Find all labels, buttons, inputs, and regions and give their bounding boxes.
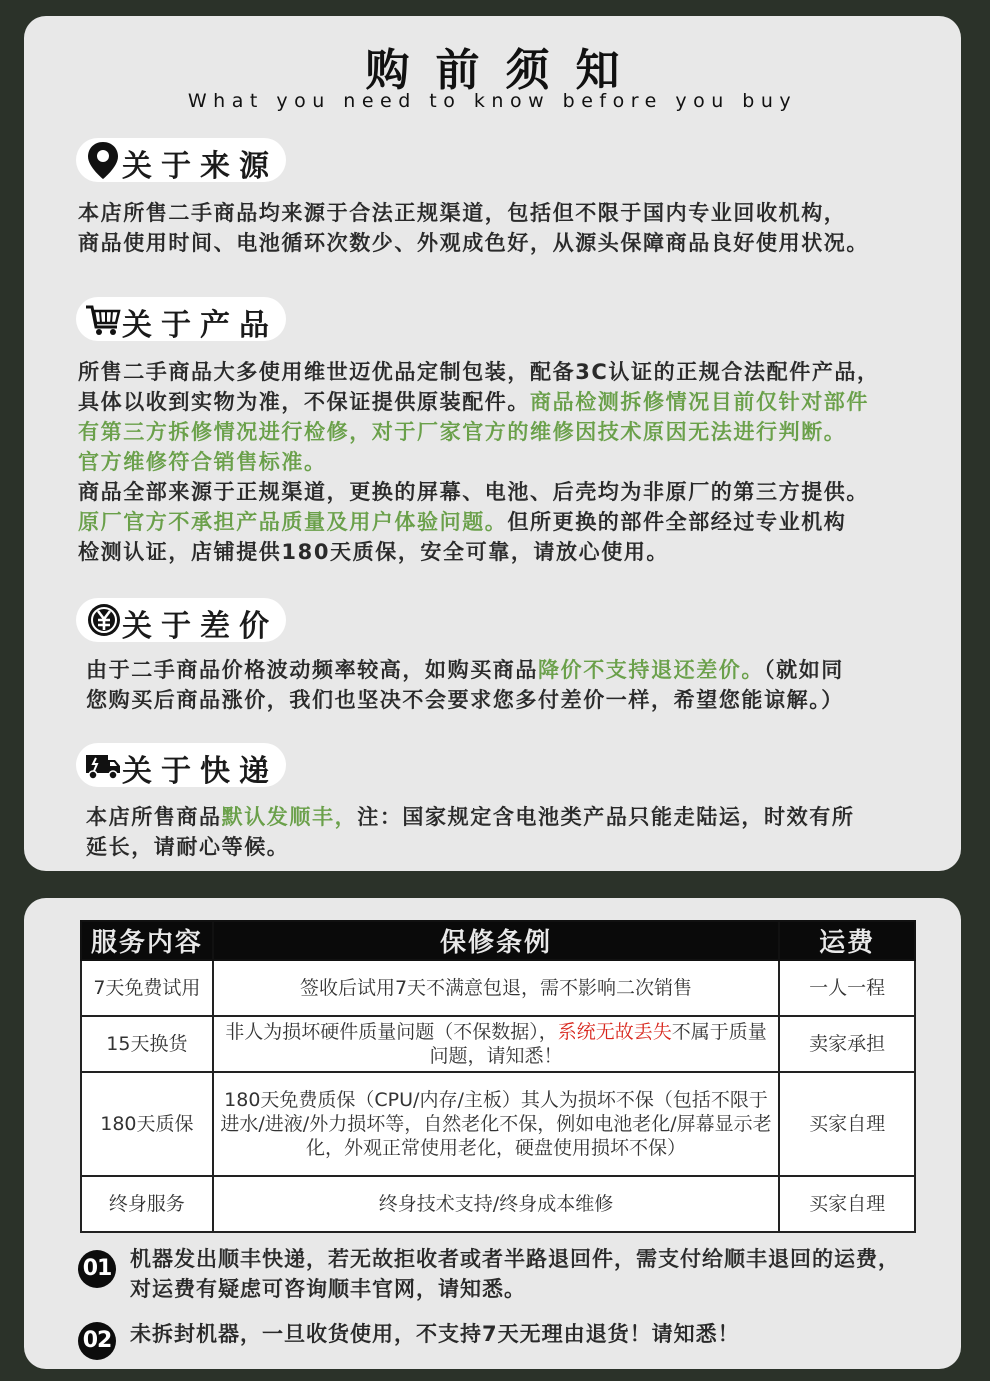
text-segment: 终身技术支持/终身成本维修 <box>378 1193 614 1215</box>
column-header-fee: 运费 <box>779 921 915 960</box>
section-heading-label: 关于快递 <box>122 754 278 789</box>
purchase-notice-card <box>24 16 961 871</box>
text-segment: 于进水/进液/外力损坏等，自然老化不保，例如电池老化/屏幕 <box>220 1089 768 1135</box>
text-segment: 但所更换的部件全部经过专业机构 <box>507 510 847 534</box>
text-line <box>379 1193 613 1215</box>
text-line <box>86 685 956 715</box>
text-line <box>78 387 948 417</box>
service-terms-card <box>24 898 961 1369</box>
text-segment: 不属于 <box>671 1021 729 1043</box>
section-heading-delivery <box>76 743 286 787</box>
text-line <box>86 832 956 862</box>
text-segment: 所售二手商品大多使用维世迈优品定制包装，配备3C认证的正规合法配件产品， <box>78 360 880 384</box>
text-line <box>86 802 956 832</box>
highlighted-text: 官方维修符合销售标准。 <box>78 450 327 474</box>
text-segment: 商品全部来源于正规渠道，更换的屏幕、电池、后壳均为非原厂的第三方提供。 <box>78 480 869 504</box>
text-line <box>224 1089 749 1111</box>
location-pin-icon <box>84 140 122 180</box>
section-heading-label: 关于产品 <box>122 308 278 343</box>
service-cell: 180天质保 <box>81 1072 213 1176</box>
fee-cell: 买家自理 <box>779 1176 915 1232</box>
service-table <box>80 920 916 1233</box>
table-row <box>81 1016 915 1072</box>
text-line <box>78 228 948 258</box>
service-cell: 15天换货 <box>81 1016 213 1072</box>
highlighted-text: 商品检测拆修情况目前仅针对部件 <box>530 390 869 414</box>
text-segment: 商品使用时间、电池循环次数少、外观成色好，从源头保障商品良好使用状况。 <box>78 231 869 255</box>
text-segment: 显示老化，外观正常使用老化，硬盘使用损坏不保） <box>306 1113 772 1159</box>
terms-cell <box>213 1072 780 1176</box>
service-cell: 7天免费试用 <box>81 960 213 1016</box>
text-segment: 质量问题，请知悉！ <box>429 1021 767 1067</box>
text-segment: 非人为损坏硬件质量问题（不保数据）， <box>225 1021 558 1043</box>
text-segment: 180天免费质保（CPU/内存/主板）其人为损坏不保（包括不限 <box>224 1089 749 1111</box>
text-line <box>78 447 948 477</box>
text-line <box>86 655 956 685</box>
text-segment: 由于二手商品价格波动频率较高，如购买商品 <box>86 658 538 682</box>
table-row <box>81 1176 915 1232</box>
yen-coin-icon <box>84 600 122 640</box>
text-segment: 您购买后商品涨价，我们也坚决不会要求您多付差价一样，希望您能谅解。） <box>86 688 844 712</box>
fee-cell: 卖家承担 <box>779 1016 915 1072</box>
note-text <box>130 1244 900 1304</box>
page-subtitle: What you need to know before you buy <box>187 90 798 112</box>
highlighted-text: 降价不支持退还差价。 <box>538 658 764 682</box>
section-heading-label: 关于差价 <box>122 609 278 644</box>
note-text <box>130 1319 740 1349</box>
note-number-badge: 02 <box>78 1322 116 1360</box>
table-row <box>81 960 915 1016</box>
table-header-row <box>81 921 915 960</box>
text-segment: 检测认证，店铺提供180天质保，安全可靠，请放心使用。 <box>78 540 670 564</box>
shopping-cart-icon <box>84 299 122 339</box>
section-heading-source <box>76 138 286 182</box>
text-line <box>78 507 948 537</box>
service-cell: 终身服务 <box>81 1176 213 1232</box>
fee-cell: 一人一程 <box>779 960 915 1016</box>
section-text-price-difference <box>86 655 956 715</box>
fee-cell: 买家自理 <box>779 1072 915 1176</box>
section-text-source <box>78 198 948 258</box>
text-segment: 延长，请耐心等候。 <box>86 835 290 859</box>
delivery-truck-icon <box>84 745 122 785</box>
note-line: 未拆封机器，一旦收货使用，不支持7天无理由退货！请知悉！ <box>130 1322 740 1346</box>
text-line <box>78 477 948 507</box>
text-line <box>78 198 948 228</box>
section-heading-price-difference <box>76 598 286 642</box>
note-line: 机器发出顺丰快递，若无故拒收者或者半路退回件，需支付给顺丰退回的运费， <box>130 1247 900 1271</box>
text-line <box>78 537 948 567</box>
section-text-delivery <box>86 802 956 862</box>
text-segment: （就如同 <box>764 658 844 682</box>
section-heading-product <box>76 297 286 341</box>
text-line <box>300 977 692 999</box>
text-segment: 本店所售二手商品均来源于合法正规渠道，包括但不限于国内专业回收机构， <box>78 201 847 225</box>
text-line <box>225 1021 729 1043</box>
terms-cell <box>213 1016 780 1072</box>
text-line <box>78 417 948 447</box>
text-segment: 签收后试用7天不满意包退，需不影响二次销售 <box>299 977 693 999</box>
note-number-badge: 01 <box>78 1250 116 1288</box>
highlighted-text: 原厂官方不承担产品质量及用户体验问题。 <box>78 510 508 534</box>
column-header-terms: 保修条例 <box>213 921 780 960</box>
column-header-service: 服务内容 <box>81 921 213 960</box>
highlighted-text: 有第三方拆修情况进行检修，对于厂家官方的维修因技术原因无法进行判断。 <box>78 420 847 444</box>
table-row <box>81 1072 915 1176</box>
text-segment: 具体以收到实物为准，不保证提供原装配件。 <box>78 390 530 414</box>
section-text-product <box>78 357 948 567</box>
terms-cell <box>213 1176 780 1232</box>
page-title: 购前须知 <box>365 45 646 96</box>
text-line <box>78 357 948 387</box>
section-heading-label: 关于来源 <box>122 149 278 184</box>
note-line: 对运费有疑虑可咨询顺丰官网，请知悉。 <box>130 1277 526 1301</box>
text-segment: 本店所售商品 <box>86 805 222 829</box>
highlighted-text: 系统无故丢失 <box>557 1021 672 1043</box>
terms-cell <box>213 960 780 1016</box>
text-segment: 注：国家规定含电池类产品只能走陆运，时效有所 <box>357 805 855 829</box>
highlighted-text: 默认发顺丰， <box>221 805 358 829</box>
